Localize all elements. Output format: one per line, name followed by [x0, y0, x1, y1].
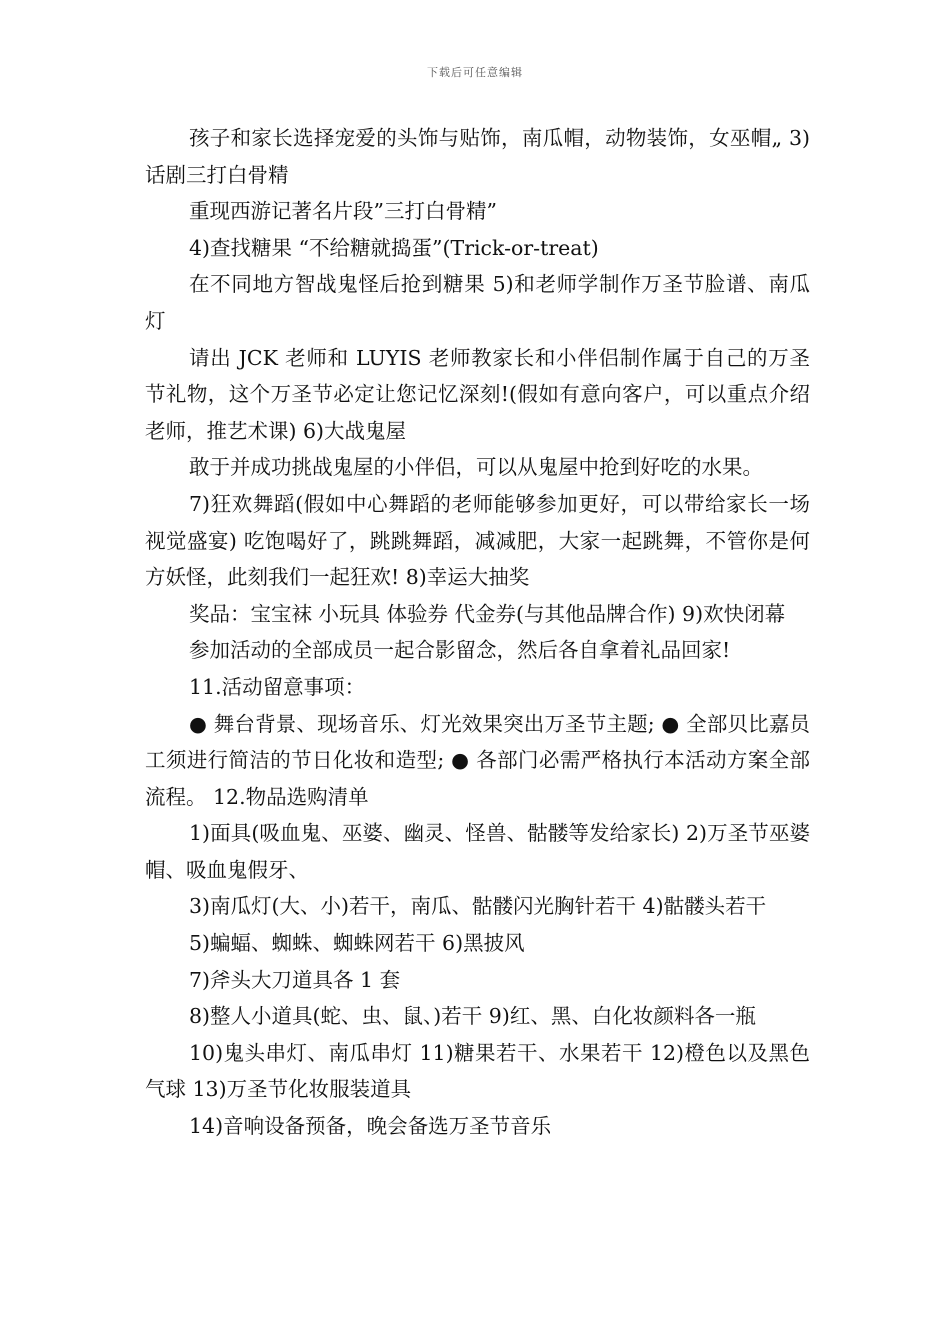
page-header: 下载后可任意编辑 [427, 66, 523, 79]
paragraph: 敢于并成功挑战鬼屋的小伴侣，可以从鬼屋中抢到好吃的水果。 [189, 455, 763, 480]
list-item: 7)斧头大刀道具各 1 套 [189, 967, 401, 992]
paragraph: 请出 JCK 老师和 LUYIS 老师教家长和小伴侣制作属于自己的万圣节礼物，这个万圣节必定让您记忆深刻!(假如有意向客户，可以重点介绍老师，推艺术课) 6)大战鬼屋 [145, 345, 810, 443]
list-item: 3)南瓜灯(大、小)若干，南瓜、骷髅闪光胸针若干 4)骷髅头若干 [189, 894, 767, 919]
list-item: 5)蝙蝠、蜘蛛、蜘蛛网若干 6)黑披风 [189, 931, 525, 956]
paragraph: 重现西游记著名片段”三打白骨精” [189, 199, 497, 224]
list-item: 14)音响设备预备，晚会备选万圣节音乐 [189, 1114, 552, 1139]
list-item: 10)鬼头串灯、南瓜串灯 11)糖果若干、水果若干 12)橙色以及黑色气球 13)万圣节化妆服装道具 [145, 1040, 810, 1102]
list-item: 8)整人小道具(蛇、虫、鼠、)若干 9)红、黑、白化妆颜料各一瓶 [189, 1004, 756, 1029]
section-heading: 11.活动留意事项： [189, 674, 366, 699]
paragraph: ● 舞台背景、现场音乐、灯光效果突出万圣节主题; ● 全部贝比嘉员工须进行简洁的节日化妆和造型; ● 各部门必需严格执行本活动方案全部流程。 12.物品选购清单 [145, 711, 810, 809]
paragraph: 参加活动的全部成员一起合影留念，然后各自拿着礼品回家! [189, 638, 731, 663]
paragraph: 4)查找糖果 “不给糖就捣蛋”(Trick-or-treat) [189, 235, 599, 260]
document-body [145, 120, 810, 1145]
paragraph: 奖品：宝宝袜 小玩具 体验券 代金券(与其他品牌合作) 9)欢快闭幕 [189, 601, 786, 626]
paragraph: 7)狂欢舞蹈(假如中心舞蹈的老师能够参加更好，可以带给家长一场视觉盛宴) 吃饱喝好了，跳跳舞蹈，减减肥，大家一起跳舞，不管你是何方妖怪，此刻我们一起狂欢! 8)幸运大抽奖 [145, 491, 810, 590]
list-item: 1)面具(吸血鬼、巫婆、幽灵、怪兽、骷髅等发给家长) 2)万圣节巫婆帽、吸血鬼假牙、 [145, 821, 810, 882]
paragraph: 孩子和家长选择宠爱的头饰与贴饰，南瓜帽，动物装饰，女巫帽„ 3)话剧三打白骨精 [145, 126, 810, 187]
paragraph: 在不同地方智战鬼怪后抢到糖果 5)和老师学制作万圣节脸谱、南瓜灯 [145, 272, 810, 333]
